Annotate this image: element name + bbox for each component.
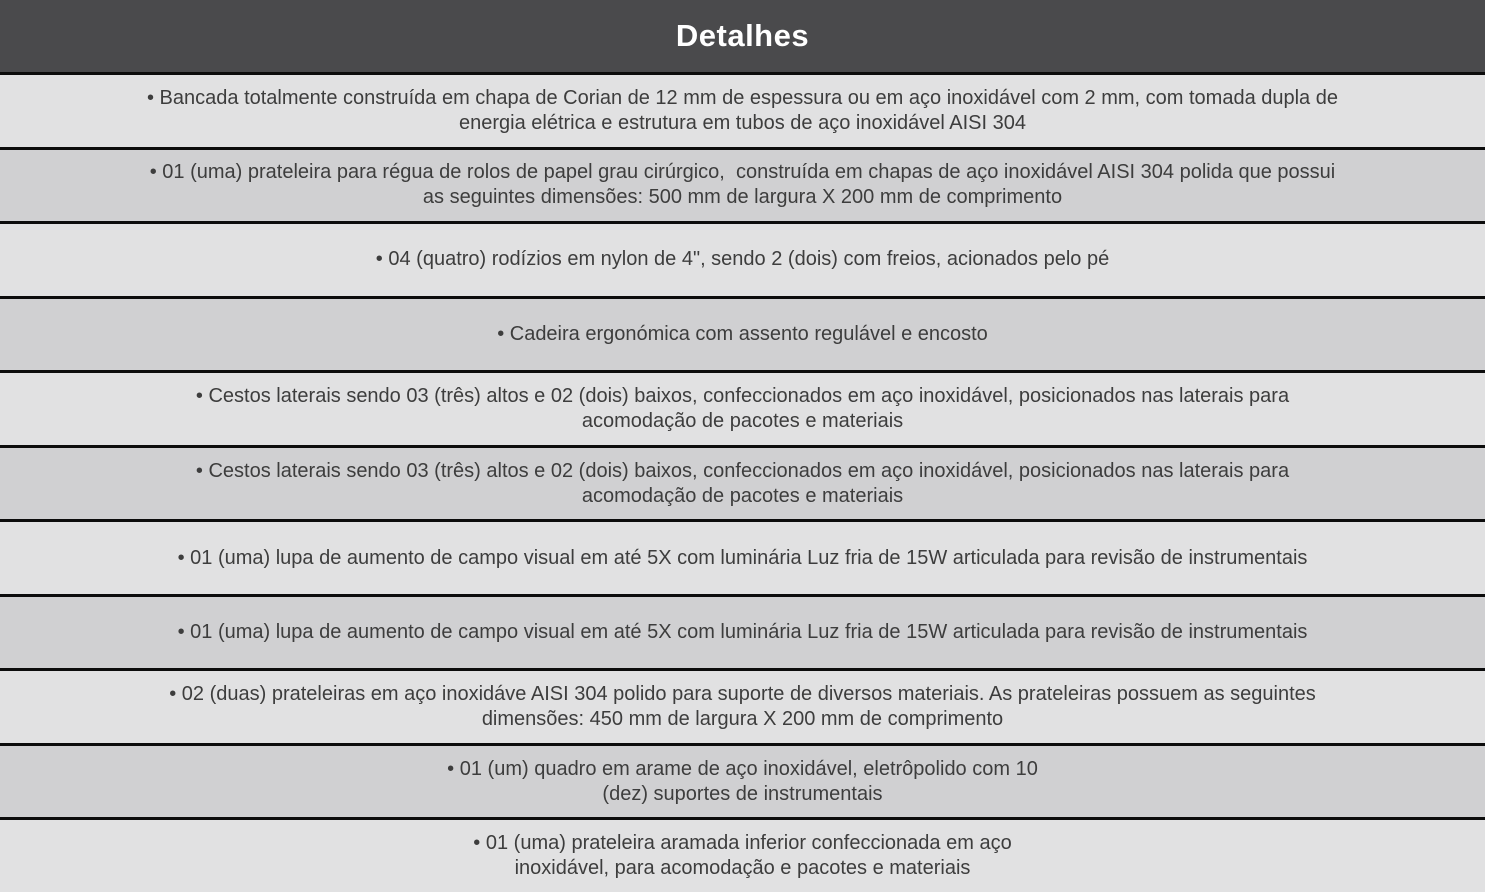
row-text: • 01 (uma) lupa de aumento de campo visual em até 5X com luminária Luz fria de 15W articulada para revisão de instrumentais — [177, 621, 1308, 644]
table-row — [0, 817, 1485, 892]
table-row — [0, 72, 1485, 147]
table-row — [0, 519, 1485, 594]
table-row — [0, 743, 1485, 818]
page-title: Detalhes — [675, 18, 810, 53]
table-header — [0, 0, 1485, 72]
row-text: • Cadeira ergonómica com assento regulável e encosto — [497, 322, 988, 345]
table-row — [0, 445, 1485, 520]
table-row — [0, 296, 1485, 371]
table-row — [0, 594, 1485, 669]
row-text: (dez) suportes de instrumentais — [602, 782, 883, 805]
row-text: • 01 (uma) lupa de aumento de campo visual em até 5X com luminária Luz fria de 15W articulada para revisão de instrumentais — [177, 546, 1308, 569]
row-text: acomodação de pacotes e materiais — [581, 409, 904, 432]
row-text: as seguintes dimensões: 500 mm de largura X 200 mm de comprimento — [422, 186, 1063, 209]
row-text: dimensões: 450 mm de largura X 200 mm de comprimento — [481, 708, 1004, 731]
table-row — [0, 221, 1485, 296]
row-text: • Cestos laterais sendo 03 (três) altos e 02 (dois) baixos, confeccionados em aço inoxidável, posicionados nas laterais para — [195, 384, 1290, 407]
table-row — [0, 370, 1485, 445]
row-text: • 01 (um) quadro em arame de aço inoxidável, eletrôpolido com 10 — [447, 757, 1038, 780]
row-text: • Cestos laterais sendo 03 (três) altos e 02 (dois) baixos, confeccionados em aço inoxidável, posicionados nas laterais para — [195, 459, 1290, 482]
row-text: • 01 (uma) prateleira aramada inferior confeccionada em aço — [473, 832, 1012, 855]
row-text: acomodação de pacotes e materiais — [581, 484, 904, 507]
row-text: • 04 (quatro) rodízios em nylon de 4", sendo 2 (dois) com freios, acionados pelo pé — [375, 248, 1110, 271]
row-text: • 02 (duas) prateleiras em aço inoxidáve AISI 304 polido para suporte de diversos materiais. As prateleiras possuem as seguintes — [169, 683, 1316, 706]
row-text: • 01 (uma) prateleira para régua de rolos de papel grau cirúrgico, construída em chapas de aço inoxidável AISI 304 polida que possui — [149, 161, 1336, 184]
row-text: energia elétrica e estrutura em tubos de aço inoxidável AISI 304 — [458, 111, 1026, 134]
table-row — [0, 668, 1485, 743]
row-text: inoxidável, para acomodação e pacotes e materiais — [514, 857, 971, 880]
row-text: • Bancada totalmente construída em chapa de Corian de 12 mm de espessura ou em aço inoxidável com 2 mm, com tomada dupla de — [147, 86, 1338, 109]
table-row — [0, 147, 1485, 222]
